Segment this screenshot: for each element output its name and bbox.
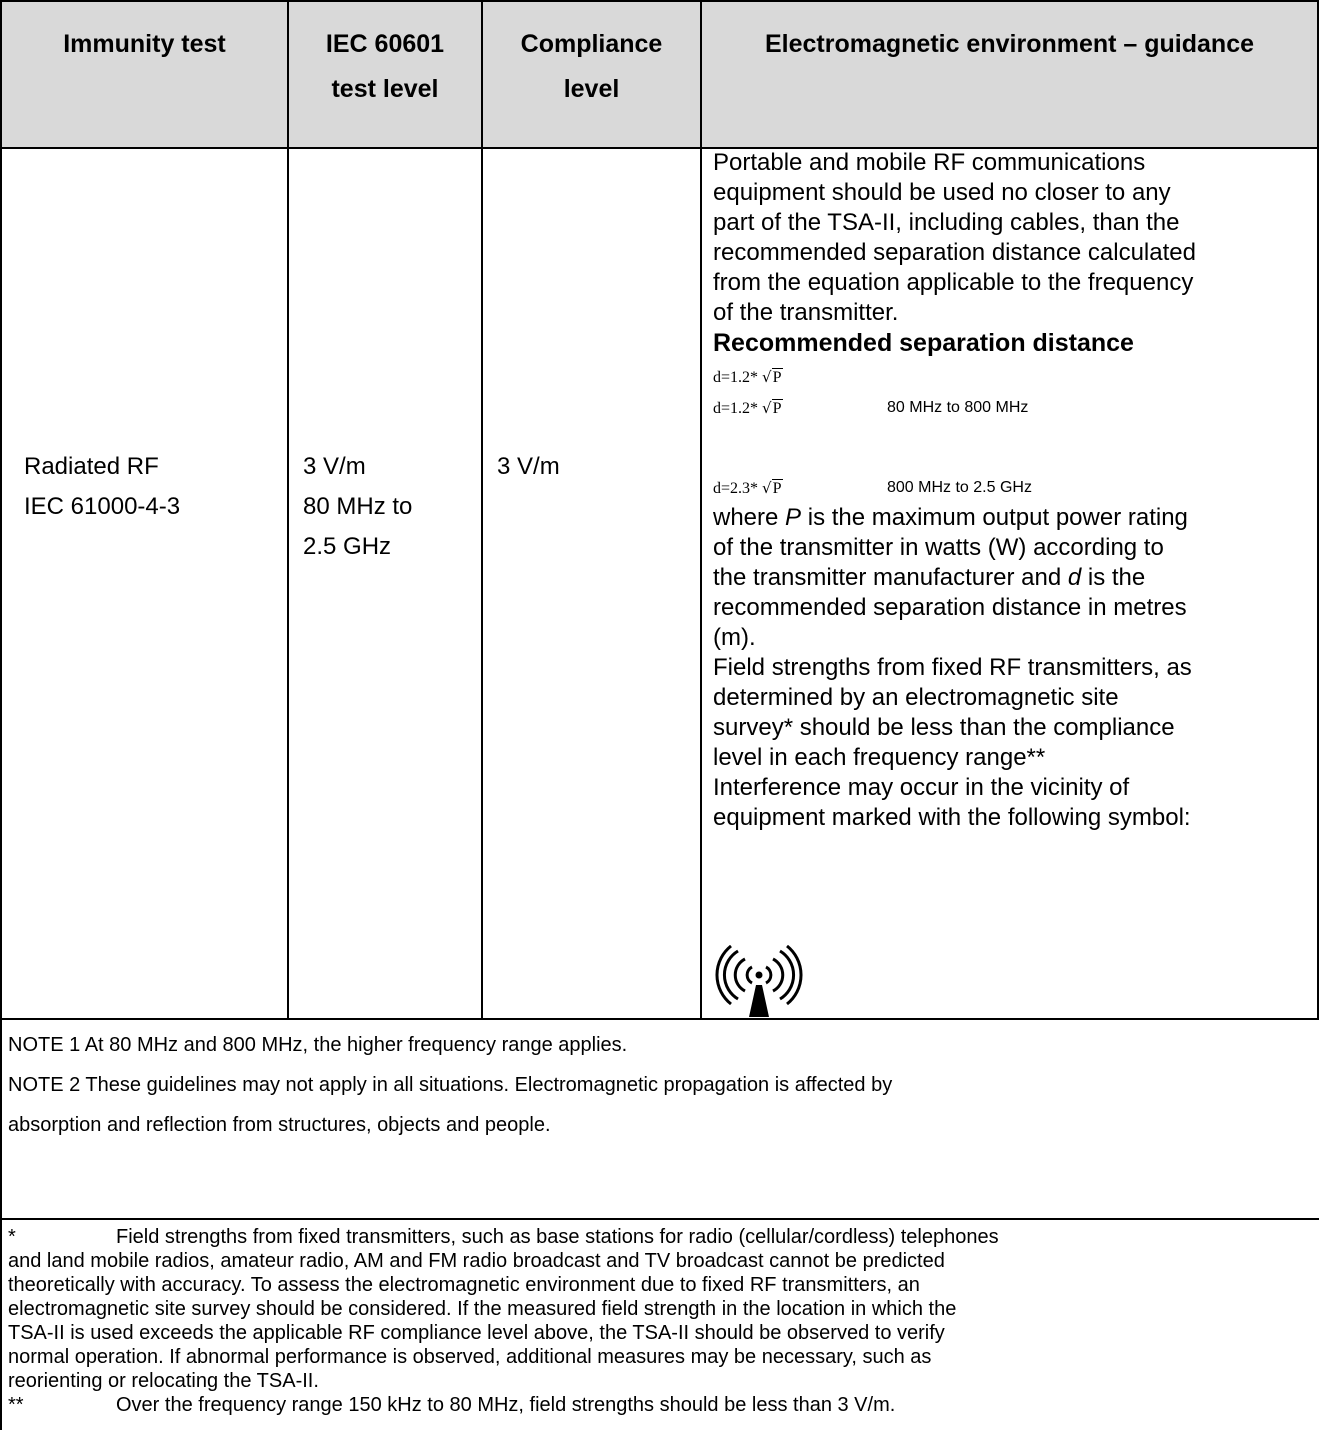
col-divider-2: [481, 0, 483, 1019]
guidance-line: Interference may occur in the vicinity of: [713, 774, 1130, 801]
text-run: is the maximum output power rating: [801, 504, 1188, 531]
radical-sign-icon: √: [762, 368, 772, 386]
guidance-line: determined by an electromagnetic site: [713, 684, 1119, 711]
footnote-line: electromagnetic site survey should be considered. If the measured field strength in the location in which the: [8, 1298, 957, 1320]
radicand: P: [772, 369, 782, 386]
header-text: Compliance: [520, 30, 663, 58]
col-divider-1: [287, 0, 289, 1019]
text-run: the transmitter manufacturer and: [713, 564, 1068, 591]
header-guidance: [702, 22, 1317, 67]
square-root: [762, 399, 782, 418]
footnote-line: theoretically with accuracy. To assess the electromagnetic environment due to fixed RF transmitters, an: [8, 1274, 920, 1296]
guidance-line: Portable and mobile RF communications: [713, 149, 1146, 176]
guidance-line: equipment should be used no closer to any: [713, 179, 1171, 206]
header-text: test level: [331, 75, 439, 103]
footnote-line: [8, 1393, 1308, 1417]
footnote-text: Over the frequency range 150 kHz to 80 MHz, field strengths should be less than 3 V/m.: [116, 1394, 896, 1416]
note-line: NOTE 2 These guidelines may not apply in all situations. Electromagnetic propagation is affected by: [8, 1074, 893, 1096]
header-text: Immunity test: [63, 30, 226, 58]
compliance-cell: [497, 447, 560, 487]
guidance-line: part of the TSA-II, including cables, than the: [713, 209, 1180, 236]
border-left: [0, 0, 2, 1430]
compliance-value: 3 V/m: [497, 453, 560, 480]
header-text: level: [563, 75, 620, 103]
footnote-text: Field strengths from fixed transmitters, such as base stations for radio (cellular/cordless) telephones: [116, 1226, 999, 1248]
test-level-cell: [303, 447, 412, 567]
radicand: P: [772, 480, 782, 497]
text-run: where: [713, 504, 786, 531]
guidance-line: [713, 563, 1313, 593]
guidance-line: Field strengths from fixed RF transmitters, as: [713, 654, 1192, 681]
footnote-marker: **: [8, 1394, 24, 1416]
guidance-line: from the equation applicable to the frequency: [713, 269, 1194, 296]
test-level-line: 3 V/m: [303, 453, 366, 480]
non-ionizing-radiation-icon: [714, 945, 804, 1017]
guidance-line: of the transmitter in watts (W) according to: [713, 534, 1164, 561]
row-divider: [0, 1018, 1319, 1020]
formula-prefix: d=1.2*: [713, 400, 759, 417]
radicand: P: [772, 400, 782, 417]
guidance-line: [713, 503, 1313, 533]
guidance-line: of the transmitter.: [713, 299, 899, 326]
formula-prefix: d=1.2*: [713, 369, 759, 386]
footnotes-block: [8, 1225, 1308, 1417]
guidance-line: survey* should be less than the compliance: [713, 714, 1175, 741]
footnote-line: normal operation. If abnormal performance is observed, additional measures may be necessary, such as: [8, 1346, 932, 1368]
col-divider-3: [700, 0, 702, 1019]
radical-sign-icon: √: [762, 399, 772, 417]
guidance-where: [713, 503, 1313, 833]
footnote-line: and land mobile radios, amateur radio, AM and FM radio broadcast and TV broadcast cannot be predicted: [8, 1250, 945, 1272]
table-border-top: [0, 0, 1319, 2]
guidance-line: level in each frequency range**: [713, 744, 1046, 771]
test-level-line: 80 MHz to: [303, 493, 413, 520]
test-name-cell: [24, 447, 180, 527]
text-run: P: [785, 504, 802, 531]
footnote-line: [8, 1225, 1308, 1249]
notes-divider: [0, 1218, 1319, 1220]
header-test-level: [289, 22, 481, 112]
square-root: [762, 368, 782, 387]
footnote-marker: *: [8, 1226, 16, 1248]
formula-3: [713, 479, 1032, 498]
footnote-line: TSA-II is used exceeds the applicable RF compliance level above, the TSA-II should be observed to verify: [8, 1322, 945, 1344]
note-line: NOTE 1 At 80 MHz and 800 MHz, the higher frequency range applies.: [8, 1034, 628, 1056]
radical-sign-icon: √: [762, 479, 772, 497]
recommended-distance-title: Recommended separation distance: [713, 329, 1134, 357]
formula-1: [713, 368, 783, 387]
header-immunity-test: [2, 22, 287, 67]
header-compliance-level: [483, 22, 700, 112]
text-run: is the: [1081, 564, 1146, 591]
test-name-line: Radiated RF: [24, 453, 159, 480]
footnote-line: reorienting or relocating the TSA-II.: [8, 1370, 319, 1392]
test-name-line: IEC 61000-4-3: [24, 493, 181, 520]
formula-2: [713, 399, 1029, 418]
header-text: IEC 60601: [325, 30, 445, 58]
guidance-intro: [713, 148, 1313, 358]
square-root: [762, 479, 782, 498]
formula-prefix: d=2.3*: [713, 480, 759, 497]
formula-range: 80 MHz to 800 MHz: [887, 399, 1029, 416]
guidance-line: (m).: [713, 624, 756, 651]
formula-range: 800 MHz to 2.5 GHz: [887, 479, 1032, 496]
header-text: Electromagnetic environment – guidance: [764, 30, 1254, 58]
test-level-line: 2.5 GHz: [303, 533, 392, 560]
note-line: absorption and reflection from structures, objects and people.: [8, 1114, 551, 1136]
guidance-line: recommended separation distance in metres: [713, 594, 1187, 621]
text-run: d: [1067, 564, 1082, 591]
guidance-line: recommended separation distance calculated: [713, 239, 1196, 266]
guidance-line: equipment marked with the following symbol:: [713, 804, 1191, 831]
notes-block: [8, 1025, 892, 1145]
